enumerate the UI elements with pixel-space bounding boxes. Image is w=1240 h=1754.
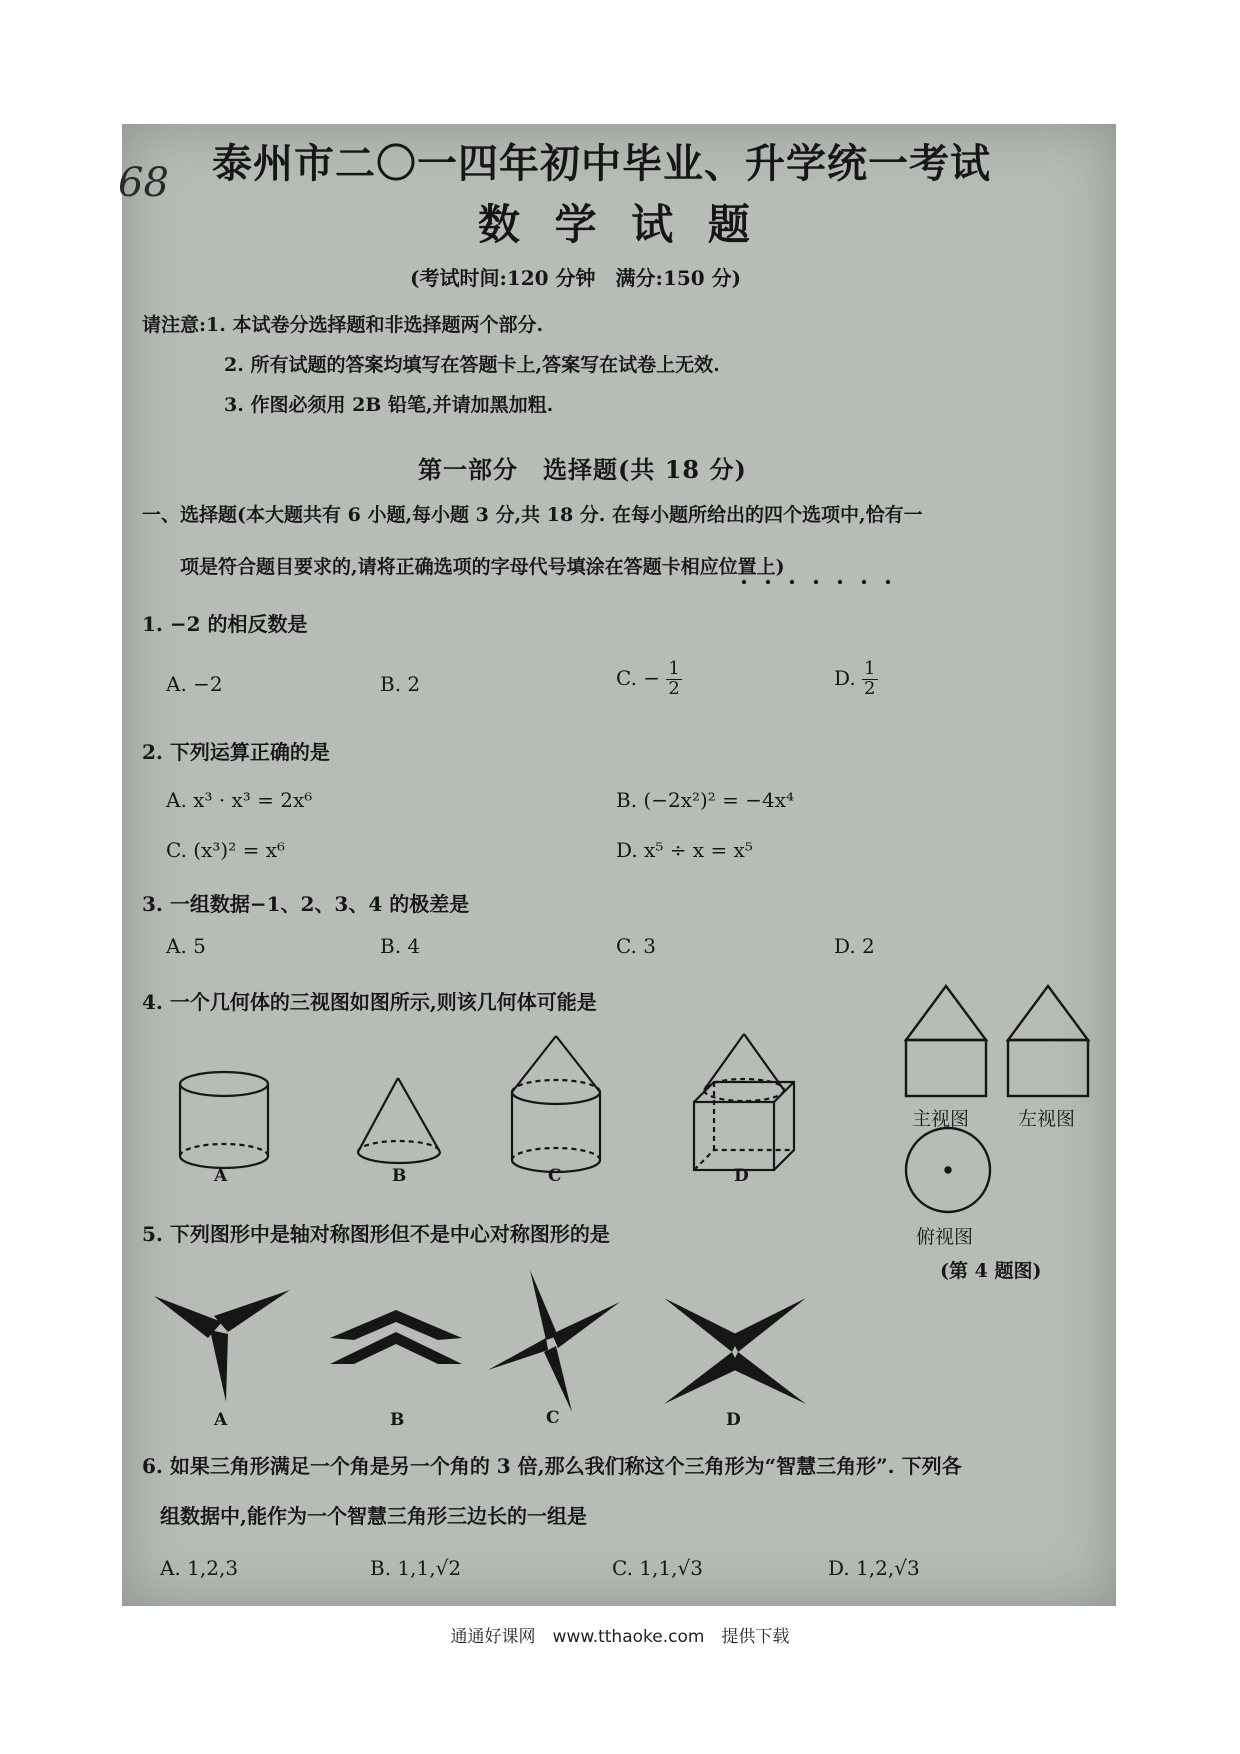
q1-option-b: B. 2 [380,672,421,696]
q4-label-b: B [392,1166,407,1186]
q4-figure-caption: (第 4 题图) [940,1260,1042,1282]
download-footer: 通通好课网 www.tthaoke.com 提供下载 [450,1627,790,1647]
q3-stem: 3. 一组数据−1、2、3、4 的极差是 [142,892,470,916]
part-title: 第一部分 选择题(共 18 分) [418,455,747,484]
q5-label-b: B [390,1410,405,1430]
exam-info: (考试时间:120 分钟 满分:150 分) [410,266,742,290]
section-intro-line-2: 项是符合题目要求的,请将正确选项的字母代号填涂在答题卡相应位置上) [180,556,785,578]
q4-left-view-label: 左视图 [1018,1108,1076,1130]
q1-c-numerator: 1 [668,658,680,679]
q4-label-a: A [214,1166,228,1186]
q5-stem: 5. 下列图形中是轴对称图形但不是中心对称图形的是 [142,1222,610,1246]
q4-stem: 4. 一个几何体的三视图如图所示,则该几何体可能是 [142,990,597,1014]
q1-option-a: A. −2 [166,672,223,696]
q5-label-a: A [214,1410,228,1430]
note-3: 3. 作图必须用 2B 铅笔,并请加黑加粗. [224,394,554,416]
q1-d-numerator: 1 [864,658,876,679]
q4-label-c: C [548,1166,562,1186]
note-2: 2. 所有试题的答案均填写在答题卡上,答案写在试卷上无效. [224,354,720,376]
exam-title: 泰州市二〇一四年初中毕业、升学统一考试 [212,140,991,187]
q6-option-a: A. 1,2,3 [160,1556,239,1580]
q1-d-denominator: 2 [864,677,876,699]
q2-option-c: C. (x³)² = x⁶ [166,838,285,862]
q6-option-d: D. 1,2,√3 [828,1556,920,1580]
q2-option-a: A. x³ · x³ = 2x⁶ [166,788,313,812]
q5-figure-d [664,1298,806,1404]
q2-stem: 2. 下列运算正确的是 [142,740,330,764]
q3-option-b: B. 4 [380,934,421,958]
q3-option-d: D. 2 [834,934,875,958]
q2-option-b: B. (−2x²)² = −4x⁴ [616,788,795,812]
q3-option-a: A. 5 [166,934,206,958]
section-intro-line-1: 一、选择题(本大题共有 6 小题,每小题 3 分,共 18 分. 在每小题所给出的四个选项中,恰有一 [142,504,923,526]
q6-stem-line-1: 6. 如果三角形满足一个角是另一个角的 3 倍,那么我们称这个三角形为“智慧三角形”. 下列各 [142,1454,962,1478]
margin-mark: 68 [118,160,169,206]
q1-c-denominator: 2 [668,677,680,699]
q3-option-c: C. 3 [616,934,657,958]
q5-label-c: C [546,1408,560,1428]
q1-stem: 1. −2 的相反数是 [142,612,308,636]
q5-figure-b [330,1310,462,1364]
q2-option-d: D. x⁵ ÷ x = x⁵ [616,838,753,862]
q1-option-d-prefix: D. [834,665,856,690]
q5-figure-c [488,1270,620,1412]
q6-option-b: B. 1,1,√2 [370,1556,462,1580]
q5-label-d: D [726,1410,741,1430]
q4-front-view-label: 主视图 [912,1108,970,1130]
q6-option-c: C. 1,1,√3 [612,1556,703,1580]
q4-label-d: D [734,1166,749,1186]
q6-stem-line-2: 组数据中,能作为一个智慧三角形三边长的一组是 [160,1504,587,1528]
q4-top-view-label: 俯视图 [916,1226,974,1248]
subject-title: 数 学 试 题 [478,200,760,249]
q5-figure-a [154,1290,290,1402]
note-1: 请注意:1. 本试卷分选择题和非选择题两个部分. [142,314,544,336]
q1-option-c-prefix: C. − [616,665,661,690]
